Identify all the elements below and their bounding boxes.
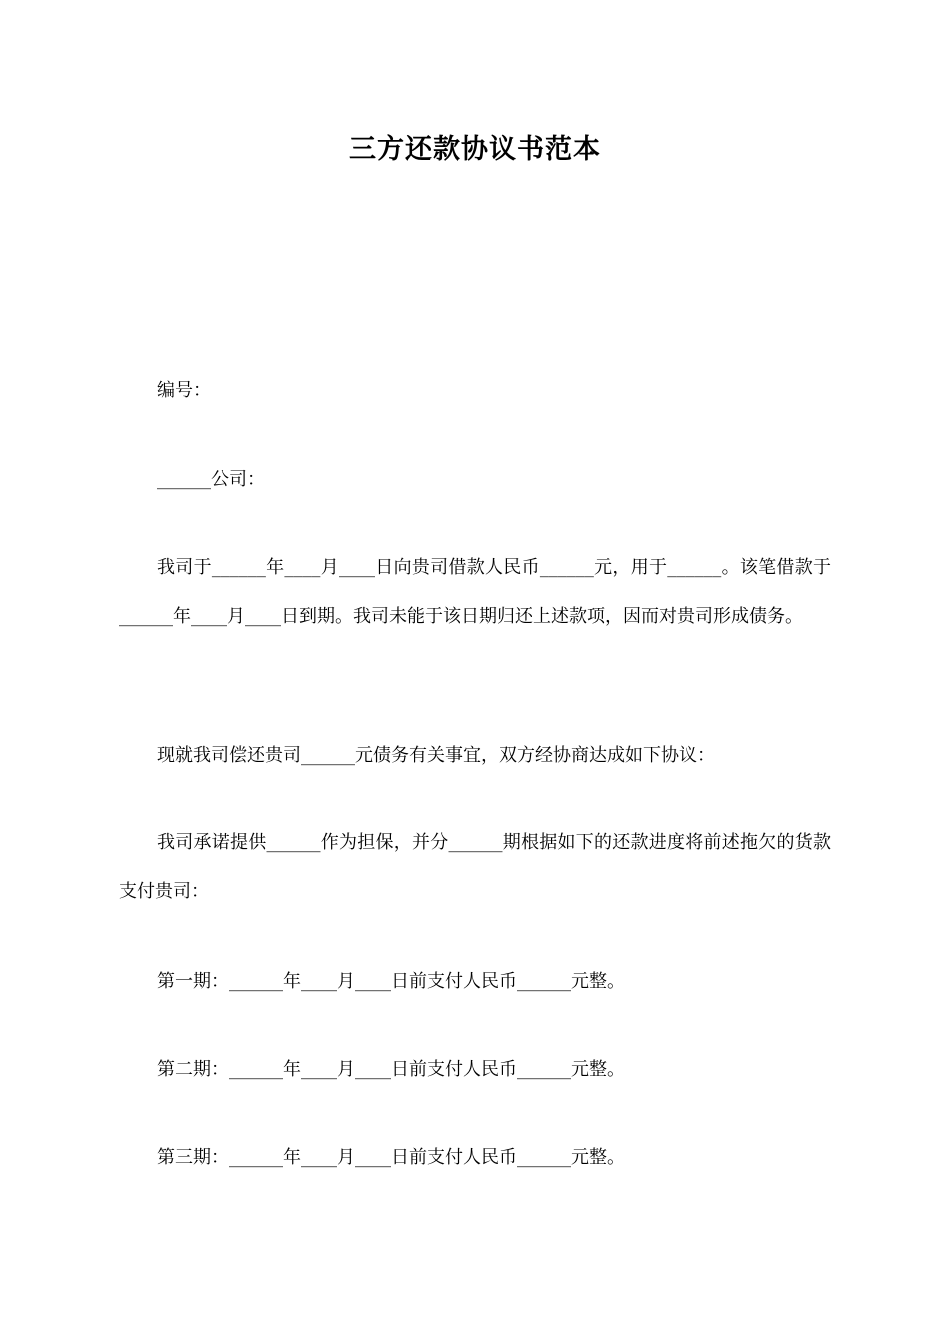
installment-third: 第三期：______年____月____日前支付人民币______元整。 — [157, 1147, 625, 1168]
installment-second: 第二期：______年____月____日前支付人民币______元整。 — [157, 1059, 625, 1080]
document-title: 三方还款协议书范本 — [349, 134, 601, 165]
agreement-paragraph: 现就我司偿还贵司______元债务有关事宜，双方经协商达成如下协议： — [157, 745, 715, 766]
loan-paragraph: 我司于______年____月____日向贵司借款人民币______元，用于______。该笔借款于______年____月____日到期。我司未能于该日期归还上述款项，因而对贵司形成债务。 — [119, 557, 831, 627]
number-label: 编号： — [157, 380, 211, 401]
promise-paragraph: 我司承诺提供______作为担保，并分______期根据如下的还款进度将前述拖欠的货款支付贵司： — [119, 832, 831, 902]
addressee-line: ______公司： — [157, 469, 265, 490]
installment-first: 第一期：______年____月____日前支付人民币______元整。 — [157, 971, 625, 992]
